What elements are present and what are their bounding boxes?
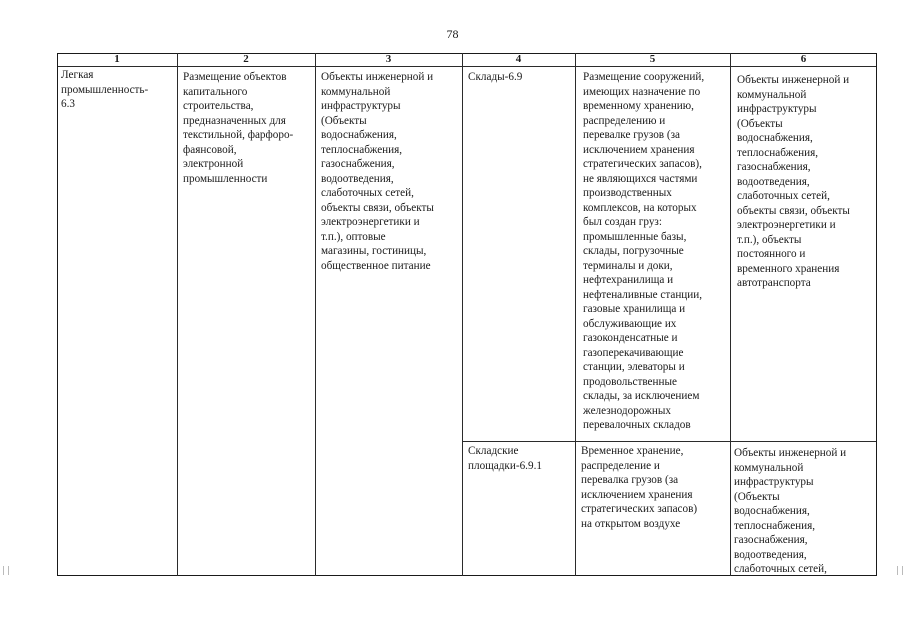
scan-edge-mark-left (3, 566, 9, 575)
cell-warehouses-description: Размещение сооружений, имеющих назначение по временному хранению, распределению и перевалке грузов (за исключением хранения стратегических запасов), не являющихся частями производственных комплексов, на которых был создан груз: промышленные базы, склады, погрузочные терминалы и доки, нефтехранилища и нефтеналивные станции, газовые хранилища и обслуживающие их газоконденсатные и газоперекачивающие станции, элеваторы и продовольственные склады, за исключением железнодорожных перевалочных складов (583, 71, 705, 431)
table-right-border (876, 53, 877, 576)
col-divider-3-4 (462, 53, 463, 576)
col-divider-2-3 (315, 53, 316, 576)
col-divider-4-5 (575, 53, 576, 576)
col-divider-1-2 (177, 53, 178, 576)
header-col-1: 1 (114, 53, 120, 65)
cell-auxiliary-uses: Объекты инженерной и коммунальной инфраструктуры (Объекты водоснабжения, теплоснабжения, газоснабжения, водоотведения, слаботочных сетей, объекты связи, объекты электроэнергетики и т.п.), оптовые магазины, гостиницы, общественное питание (321, 71, 434, 272)
col-divider-5-6 (730, 53, 731, 576)
cell-conditional-use-storage-yards: Складские площадки-6.9.1 (468, 445, 542, 472)
page-number: 78 (446, 27, 459, 41)
cell-land-use-description: Размещение объектов капитального строительства, предназначенных для текстильной, фарфоро- фаянсовой, электронной промышленности (183, 71, 294, 185)
cell-land-use-type: Легкая промышленность- 6.3 (61, 69, 149, 110)
cell-storage-yards-description: Временное хранение, распределение и перевалка грузов (за исключением хранения стратегических запасов) на открытом воздухе (581, 445, 698, 530)
scan-edge-mark-right (897, 566, 903, 575)
row-divider-col4-6 (462, 441, 877, 442)
cell-conditional-use-warehouses: Склады-6.9 (468, 71, 523, 83)
header-col-5: 5 (649, 53, 656, 65)
header-bottom-border (57, 66, 877, 67)
header-col-2: 2 (243, 53, 249, 65)
land-use-table (57, 53, 877, 576)
table-left-border (57, 53, 58, 576)
header-col-3: 3 (385, 53, 392, 65)
cell-warehouses-auxiliary: Объекты инженерной и коммунальной инфраструктуры (Объекты водоснабжения, теплоснабжения, газоснабжения, водоотведения, слаботочных сетей, объекты связи, объекты электроэнергетики и т.п.), объекты постоянного и временного хранения автотранспорта (737, 74, 850, 289)
cell-storage-yards-auxiliary: Объекты инженерной и коммунальной инфраструктуры (Объекты водоснабжения, теплоснабжения, газоснабжения, водоотведения, слаботочных сетей, (734, 447, 847, 575)
header-col-6: 6 (800, 53, 807, 65)
header-col-4: 4 (515, 53, 522, 65)
